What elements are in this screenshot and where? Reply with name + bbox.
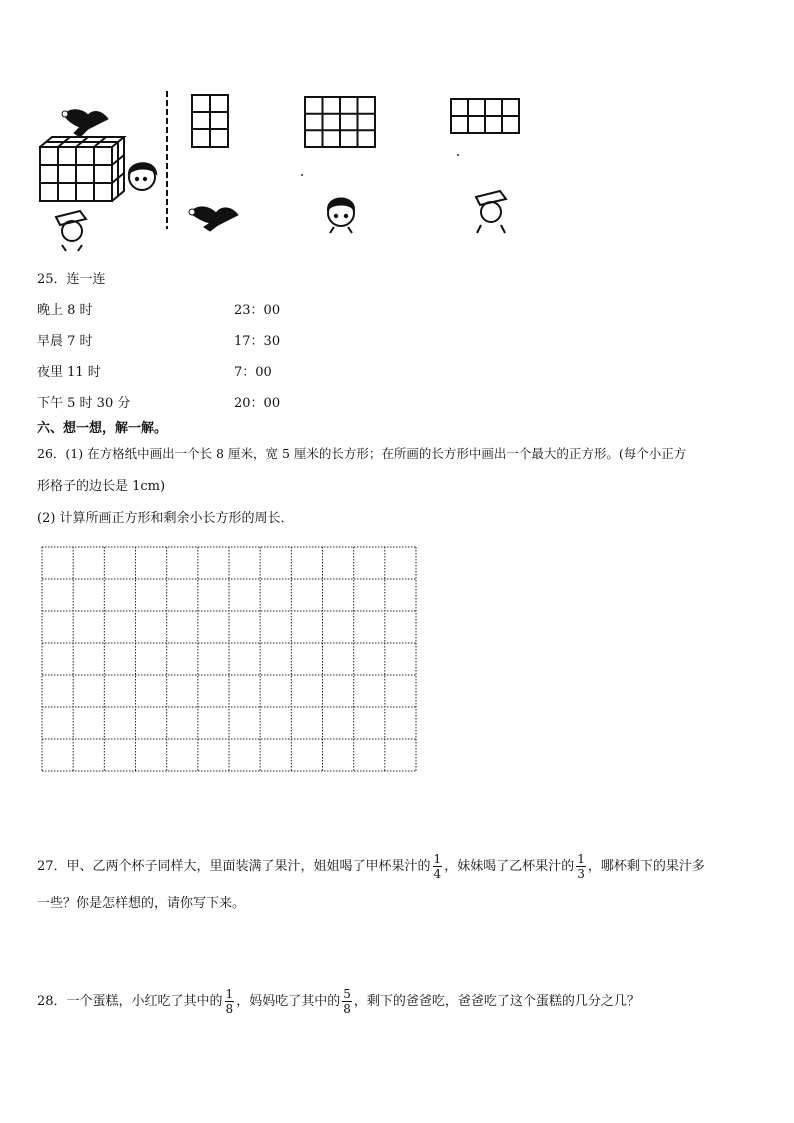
girl-figure	[129, 163, 156, 190]
q28-fraction-1-denominator: 8	[225, 1002, 234, 1016]
cube-block	[40, 137, 124, 201]
q25-left-item-1[interactable]: 晚上 8 时	[37, 303, 93, 318]
q28-text-a: 28．一个蛋糕，小红吃了其中的	[37, 994, 223, 1009]
q27-fraction-2-numerator: 1	[577, 852, 585, 866]
q27-text-a: 27．甲、乙两个杯子同样大，里面装满了果汁，姐姐喝了甲杯果汁的	[37, 859, 431, 874]
q27-line-1	[37, 848, 705, 886]
q27-text-b: ，妹妹喝了乙杯果汁的	[444, 859, 575, 874]
q27-fraction-2	[576, 852, 586, 881]
q27-text-c: ，哪杯剩下的果汁多	[587, 859, 705, 874]
q26-line-1: 26．(1) 在方格纸中画出一个长 8 厘米，宽 5 厘米的长方形；在所画的长方形中画出一个最大的正方形。(每个小正方	[37, 446, 687, 461]
q27-fraction-2-denominator: 3	[577, 867, 585, 881]
q28-line-1	[37, 983, 640, 1021]
views-illustration	[30, 85, 570, 255]
bird-figure	[62, 110, 108, 137]
q25-right-item-3[interactable]: 7：00	[234, 365, 272, 380]
q25-right-item-1[interactable]: 23：00	[234, 303, 281, 318]
q26-line-2: 形格子的边长是 1cm)	[37, 479, 166, 494]
view-grid-2	[305, 97, 375, 147]
q28-fraction-1	[225, 987, 235, 1016]
section-6-title: 六、想一想，解一解。	[37, 421, 168, 436]
girl-figure-2	[328, 199, 354, 234]
q27-fraction-1	[433, 852, 443, 881]
q26-part-2: (2) 计算所画正方形和剩余小长方形的周长．	[37, 511, 294, 526]
q27-fraction-1-numerator: 1	[433, 852, 442, 866]
q27-line-2: 一些？你是怎样想的，请你写下来。	[37, 896, 246, 911]
q28-fraction-2	[342, 987, 352, 1016]
q25-title: 25．连一连	[37, 272, 106, 287]
q28-fraction-2-denominator: 8	[343, 1002, 351, 1016]
q28-fraction-2-numerator: 5	[343, 987, 351, 1001]
q25-left-item-3[interactable]: 夜里 11 时	[37, 365, 101, 380]
q25-left-item-2[interactable]: 早晨 7 时	[37, 334, 93, 349]
view-grid-3	[451, 99, 519, 133]
bird-figure-2	[189, 207, 238, 231]
q28-text-b: ，妈妈吃了其中的	[236, 994, 341, 1009]
q27-fraction-1-denominator: 4	[433, 867, 442, 881]
q28-fraction-1-numerator: 1	[225, 987, 234, 1001]
q28-text-c: ，剩下的爸爸吃，爸爸吃了这个蛋糕的几分之几？	[353, 994, 640, 1009]
q25-right-item-4[interactable]: 20：00	[234, 396, 281, 411]
boy-figure	[56, 211, 86, 251]
square-grid-paper[interactable]	[41, 546, 417, 772]
boy-figure-2	[476, 191, 506, 233]
view-grid-1	[192, 95, 228, 147]
q25-right-item-2[interactable]: 17：30	[234, 334, 281, 349]
q25-left-item-4[interactable]: 下午 5 时 30 分	[37, 396, 131, 411]
